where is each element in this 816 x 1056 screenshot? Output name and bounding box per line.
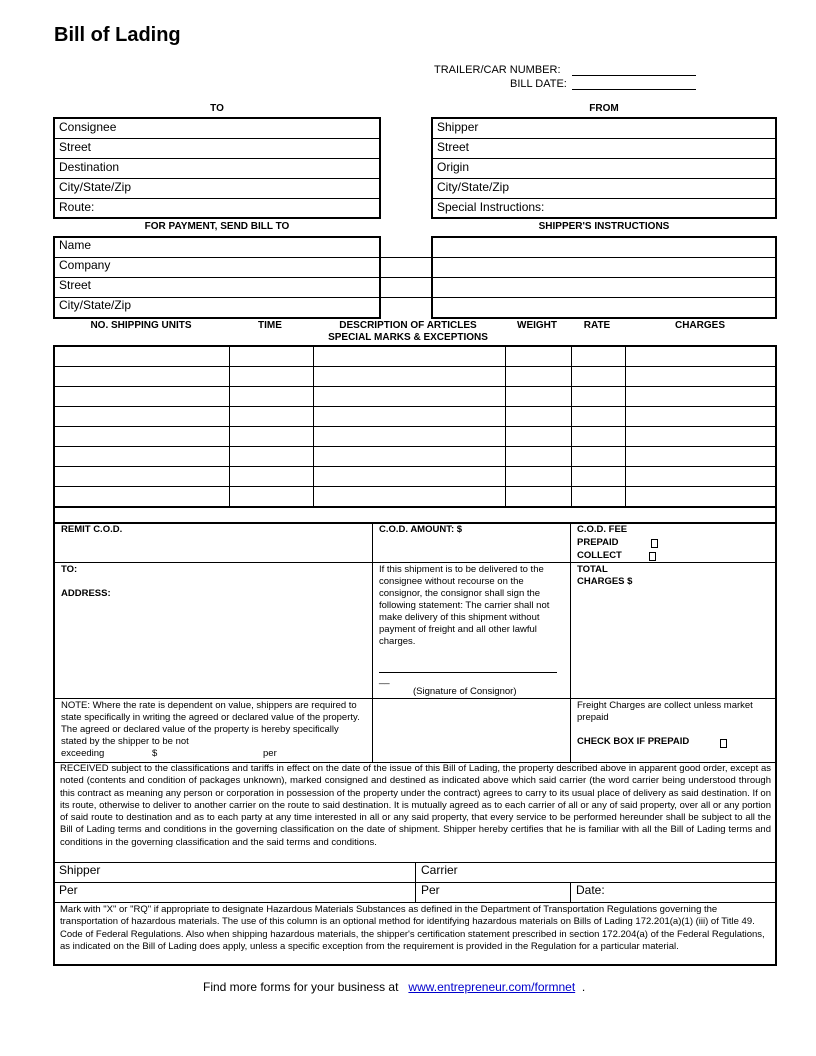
connector-line xyxy=(381,277,431,278)
footer-text: Find more forms for your business at xyxy=(203,980,399,994)
footer xyxy=(203,980,585,994)
connector-line xyxy=(381,257,431,258)
per-label: per xyxy=(263,748,277,759)
payment-heading: FOR PAYMENT, SEND BILL TO xyxy=(144,221,290,232)
trailer-label: TRAILER/CAR NUMBER: xyxy=(434,64,561,76)
bill-date-field[interactable] xyxy=(572,89,696,90)
cod-section xyxy=(53,506,777,966)
table-row xyxy=(55,366,775,367)
signature-dash: __ xyxy=(379,674,390,685)
company-field[interactable]: Company xyxy=(59,258,111,272)
hazmat-note: Mark with "X" or "RQ" if appropriate to designate Hazardous Materials Substances as defined in the Department of Transportation Regulations governing the transportation of hazardous materials. The use of this column is an optional method for identifying hazardous materials on Bills of Lading 172.201(a)(1) (iii) of Title 49. Code of Federal Regulations. Also when shipping hazardous materials, the shipper's certification statement prescribed in section 172.204(a) of the Federal Regulations, as indicated on the Bill of Lading does apply, unless a specific exception from the requirement is provided in the Regulation for a particular material. xyxy=(60,904,765,952)
shipper-sign-field[interactable]: Shipper xyxy=(59,863,101,877)
to-heading: TO xyxy=(210,103,224,114)
payment-box xyxy=(53,236,381,319)
value-note: NOTE: Where the rate is dependent on value, shippers are required to state specifically in writing the agreed or declared value of the property. The agreed or declared value of the property is hereby specifically stated by the shipper to be not xyxy=(61,700,360,747)
date-field[interactable]: Date: xyxy=(576,883,605,897)
cod-fee-label: C.O.D. FEE xyxy=(577,524,628,535)
col-description: DESCRIPTION OF ARTICLES xyxy=(339,320,477,331)
from-heading: FROM xyxy=(589,103,619,114)
consignee-field[interactable]: Consignee xyxy=(59,120,117,134)
to-street-field[interactable]: Street xyxy=(59,140,92,154)
name-field[interactable]: Name xyxy=(59,238,92,252)
carrier-per-field[interactable]: Per xyxy=(421,883,440,897)
total-label: TOTAL xyxy=(577,564,608,575)
prepaid-label: PREPAID xyxy=(577,537,619,548)
shipper-instructions-box[interactable] xyxy=(431,236,777,319)
col-weight: WEIGHT xyxy=(517,320,557,331)
prepaid-checkbox[interactable] xyxy=(651,539,658,548)
table-row xyxy=(55,426,775,427)
to-city-field[interactable]: City/State/Zip xyxy=(59,180,132,194)
freight-note: Freight Charges are collect unless market prepaid xyxy=(577,700,753,723)
signature-caption: (Signature of Consignor) xyxy=(413,686,517,697)
footer-period: . xyxy=(581,980,586,994)
col-time: TIME xyxy=(258,320,282,331)
connector-line xyxy=(381,297,431,298)
special-instructions-field[interactable]: Special Instructions: xyxy=(437,200,545,214)
signature-line[interactable] xyxy=(379,672,557,673)
payment-street-field[interactable]: Street xyxy=(59,278,92,292)
carrier-sign-field[interactable]: Carrier xyxy=(421,863,458,877)
destination-field[interactable]: Destination xyxy=(59,160,120,174)
origin-field[interactable]: Origin xyxy=(437,160,470,174)
exceeding-label: exceeding xyxy=(61,748,105,759)
items-table xyxy=(53,345,777,508)
footer-link[interactable]: www.entrepreneur.com/formnet xyxy=(408,980,576,994)
route-field[interactable]: Route: xyxy=(59,200,95,214)
page-title: Bill of Lading xyxy=(54,24,181,46)
shipper-per-field[interactable]: Per xyxy=(59,883,78,897)
bill-date-label: BILL DATE: xyxy=(510,78,567,90)
shipper-field[interactable]: Shipper xyxy=(437,120,479,134)
from-street-field[interactable]: Street xyxy=(437,140,470,154)
consignee-note: If this shipment is to be delivered to the consignee without recourse on the consignor, the consignor shall sign the following statement: The carrier shall not make delivery of this shipment without payment of freight and all other lawful charges. xyxy=(379,564,550,647)
collect-label: COLLECT xyxy=(577,550,622,561)
col-shipping-units: NO. SHIPPING UNITS xyxy=(90,320,192,331)
table-row xyxy=(55,466,775,467)
collect-checkbox[interactable] xyxy=(649,552,656,561)
cod-amount-label: C.O.D. AMOUNT: $ xyxy=(379,524,463,535)
col-charges: CHARGES xyxy=(674,320,725,331)
check-prepaid-label: CHECK BOX IF PREPAID xyxy=(577,736,690,747)
col-special-marks: SPECIAL MARKS & EXCEPTIONS xyxy=(328,332,488,343)
dollar-sign: $ xyxy=(152,748,158,759)
table-row xyxy=(55,406,775,407)
remit-cod-label: REMIT C.O.D. xyxy=(61,524,123,535)
check-prepaid-checkbox[interactable] xyxy=(720,739,727,748)
table-row xyxy=(55,486,775,487)
cod-address-label: ADDRESS: xyxy=(61,588,111,599)
to-box xyxy=(53,117,381,219)
received-terms: RECEIVED subject to the classifications and tariffs in effect on the date of the issue of this Bill of Lading, the property described above in apparent good order, except as noted (contents and condition of packages unknown), marked consigned and destined as indicated above which said carrier (the word carrier being understood through this contract as meaning any person or corporation in possession of the property under the contract) agrees to carry to its usual place of delivery as said destination. If on its route, otherwise to deliver to another carrier on the route to said destination. It is mutually agreed as to each carrier of all or any of said property, over all or any portion of said route to destination and as to each party at any time interested in all or any said property, that every service to be performed hereunder shall be subject to all the Bill of Lading terms and conditions in the governing classification on the date of shipment. Shipper hereby certifies that he is familiar with all the Bill of Lading terms and conditions in the governing classification and the said terms and conditions. xyxy=(60,763,771,848)
table-row xyxy=(55,386,775,387)
from-city-field[interactable]: City/State/Zip xyxy=(437,180,510,194)
total-charges-label: CHARGES $ xyxy=(577,576,633,587)
payment-city-field[interactable]: City/State/Zip xyxy=(59,298,132,312)
cod-to-label: TO: xyxy=(61,564,78,575)
col-rate: RATE xyxy=(583,320,611,331)
from-box xyxy=(431,117,777,219)
table-row xyxy=(55,446,775,447)
shipper-instructions-heading: SHIPPER'S INSTRUCTIONS xyxy=(538,221,670,232)
trailer-field[interactable] xyxy=(572,75,696,76)
